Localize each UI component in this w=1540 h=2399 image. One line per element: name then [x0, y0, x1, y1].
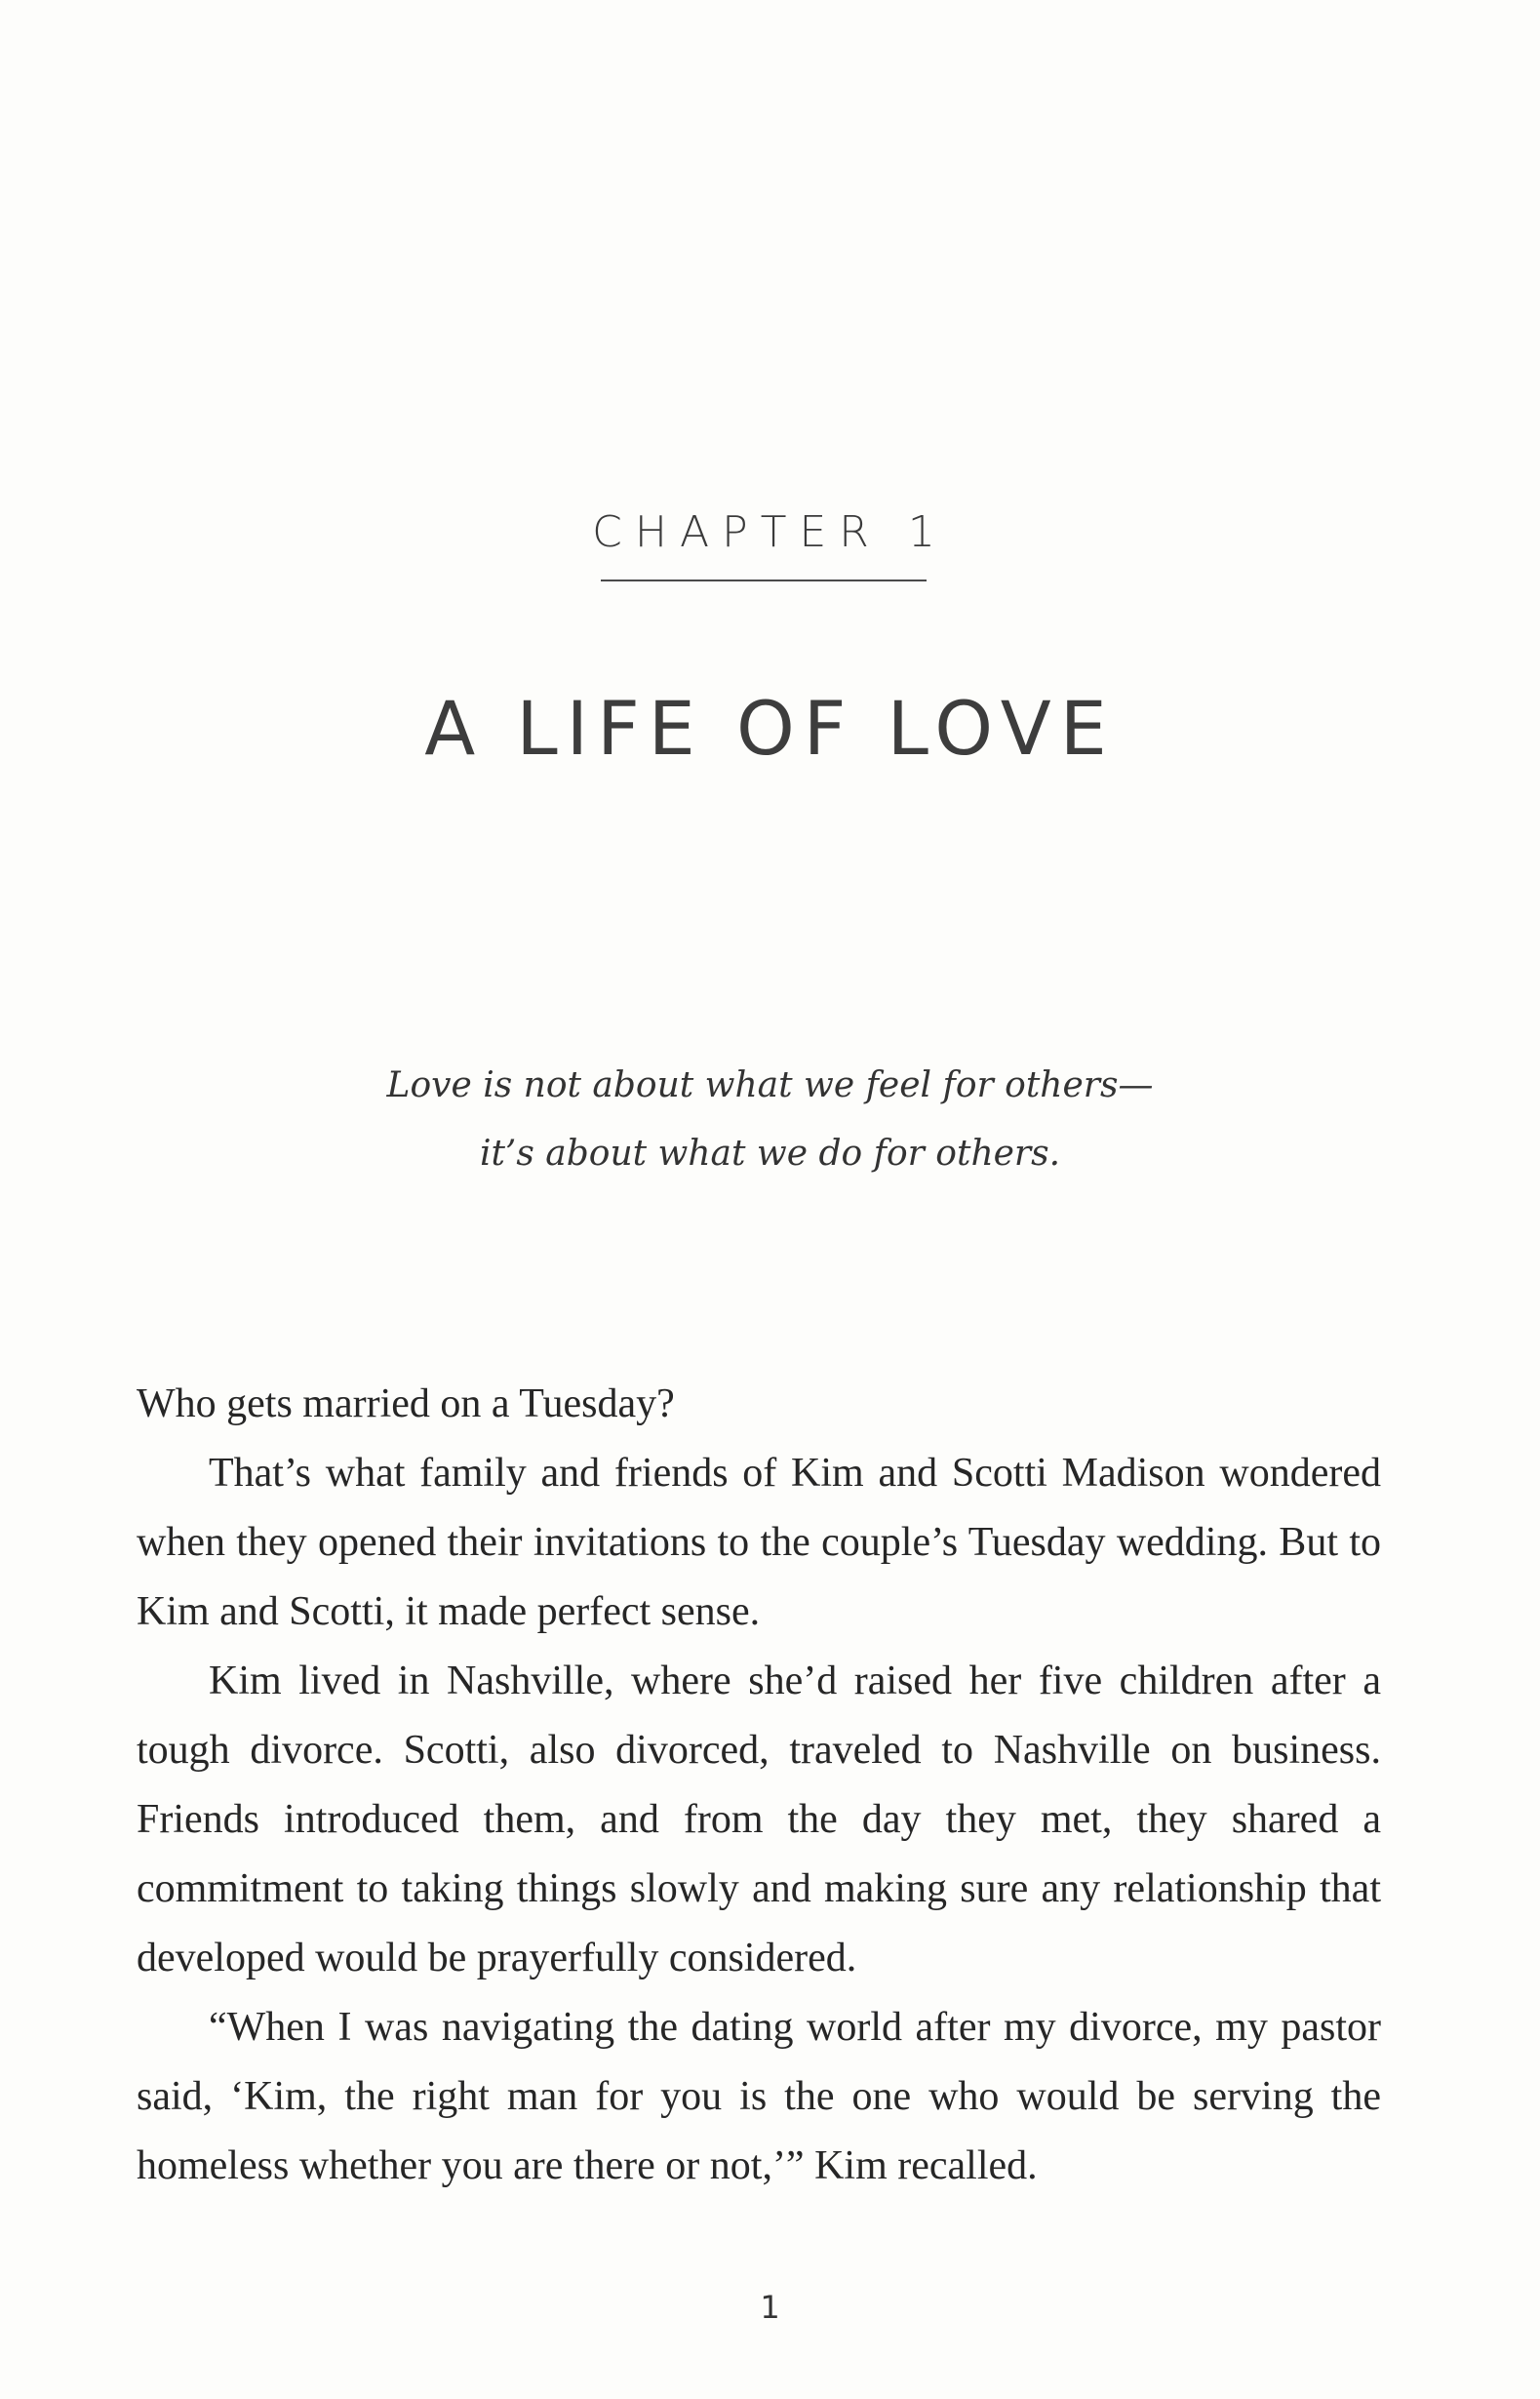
body-paragraph: Who gets married on a Tuesday?	[137, 1381, 675, 1426]
epigraph	[0, 1052, 1540, 1188]
body-text	[137, 1370, 1381, 2201]
epigraph-line: Love is not about what we feel for others—	[386, 1065, 1154, 1105]
epigraph-line: it’s about what we do for others.	[479, 1134, 1061, 1174]
body-paragraph: “When I was navigating the dating world after my divorce, my pastor said, ‘Kim, the right man for you is the one who would be serving the homeless whether you are there or not,’” Kim recalled.	[137, 2005, 1381, 2188]
body-paragraph: That’s what family and friends of Kim and Scotti Madison wondered when they opened their invitations to the couple’s Tuesday wedding. But to Kim and Scotti, it made perfect sense.	[137, 1451, 1381, 1634]
chapter-label: CHAPTER 1	[592, 507, 948, 557]
chapter-title: A LIFE OF LOVE	[424, 685, 1116, 772]
page-number: 1	[760, 2289, 780, 2326]
body-paragraph: Kim lived in Nashville, where she’d raised her five children after a tough divorce. Scotti, also divorced, traveled to Nashville on business. Friends introduced them, and from the day they met, they shared a commitment to taking things slowly and making sure any relationship that developed would be prayerfully considered.	[137, 1659, 1381, 1980]
chapter-divider	[601, 580, 927, 581]
